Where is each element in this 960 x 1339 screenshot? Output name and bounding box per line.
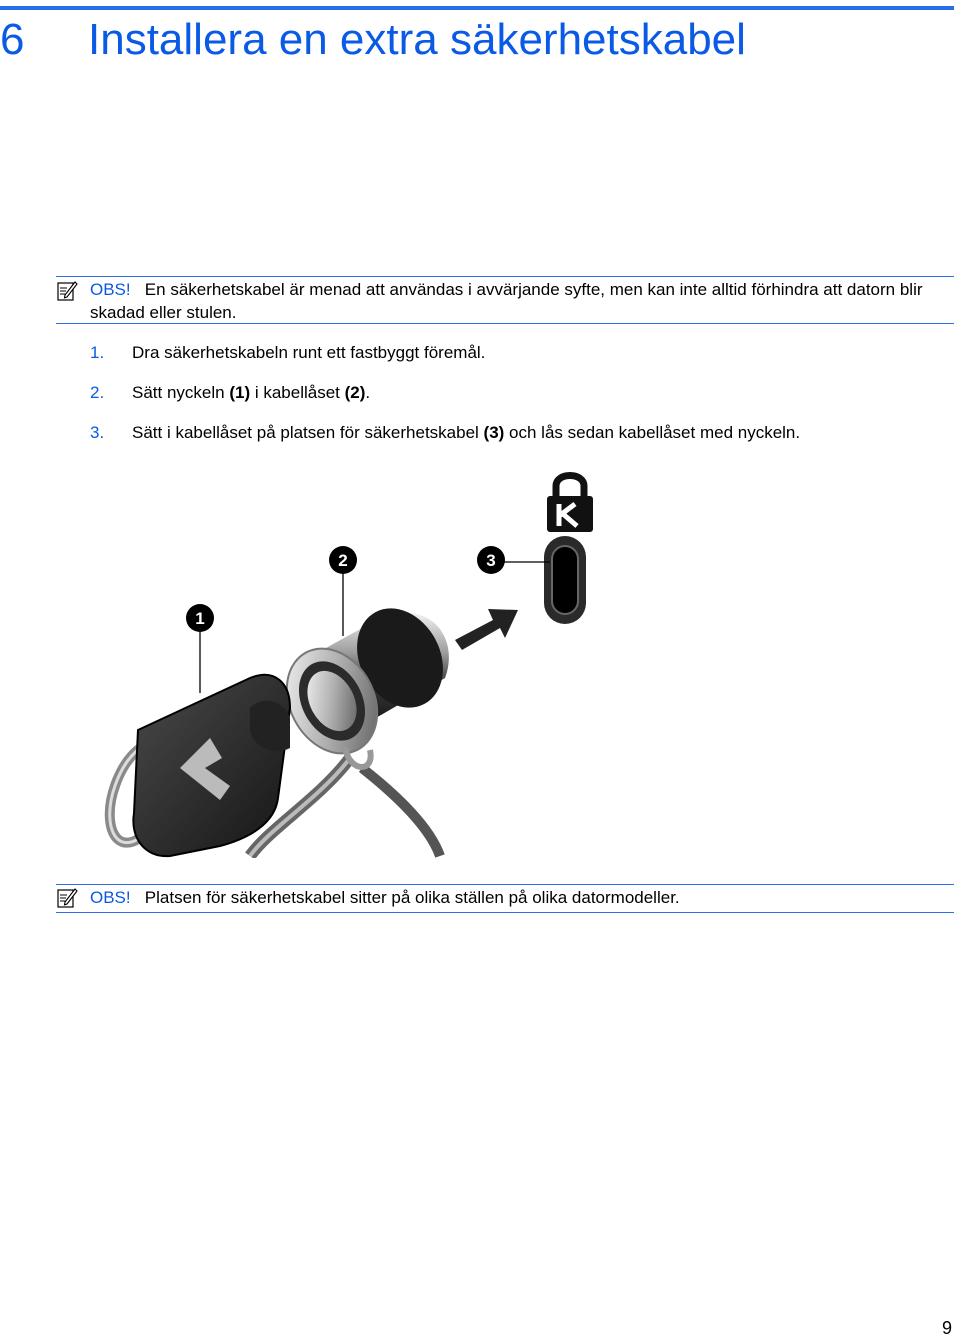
callout-marker-3 xyxy=(477,546,505,574)
note-pencil-icon xyxy=(56,280,78,302)
note-text xyxy=(90,886,952,909)
chapter-number: 6 xyxy=(0,15,25,64)
callout-ref: (3) xyxy=(483,423,505,442)
note-box xyxy=(56,276,954,324)
step-text xyxy=(132,342,485,364)
step-number: 1. xyxy=(90,343,105,362)
callout-ref: (1) xyxy=(229,383,251,402)
note-text xyxy=(90,278,952,324)
callout-label: 1 xyxy=(195,609,205,628)
note-body: En säkerhetskabel är menad att användas i avvärjande syfte, men kan inte alltid förhindra att datorn blir skadad eller stulen. xyxy=(90,280,923,322)
step-text-part: Sätt i kabellåset på platsen för säkerhetskabel xyxy=(132,423,484,442)
lock-symbol-icon xyxy=(547,476,593,533)
callout-marker-1 xyxy=(186,604,214,632)
step-number: 2. xyxy=(90,383,105,402)
security-slot-icon xyxy=(544,536,586,624)
step-text-part: Dra säkerhetskabeln runt ett fastbyggt föremål. xyxy=(132,343,486,362)
note-label: OBS! xyxy=(90,280,131,299)
callout-label: 2 xyxy=(338,551,348,570)
step-text-part: och lås sedan kabellåset med nyckeln. xyxy=(504,423,801,442)
page-number: 9 xyxy=(941,1318,952,1338)
cable-lock-illustration xyxy=(100,468,660,858)
callout-label: 3 xyxy=(486,551,496,570)
step-text-part: i kabellåset xyxy=(250,383,345,402)
arrow-icon xyxy=(455,609,518,650)
note-pencil-icon xyxy=(56,887,78,909)
cable-lock-icon xyxy=(269,593,460,769)
note-label: OBS! xyxy=(90,888,131,907)
step-text xyxy=(132,382,370,404)
step-text-part: . xyxy=(365,383,371,402)
chapter-title: Installera en extra säkerhetskabel xyxy=(88,15,746,64)
callout-ref: (2) xyxy=(344,383,366,402)
callout-marker-2 xyxy=(329,546,357,574)
top-rule xyxy=(0,6,954,10)
note-box xyxy=(56,884,954,913)
step-text xyxy=(132,422,800,444)
key-icon xyxy=(100,675,290,856)
step-number: 3. xyxy=(90,423,105,442)
note-body: Platsen för säkerhetskabel sitter på olika ställen på olika datormodeller. xyxy=(144,888,680,907)
step-text-part: Sätt nyckeln xyxy=(132,383,230,402)
